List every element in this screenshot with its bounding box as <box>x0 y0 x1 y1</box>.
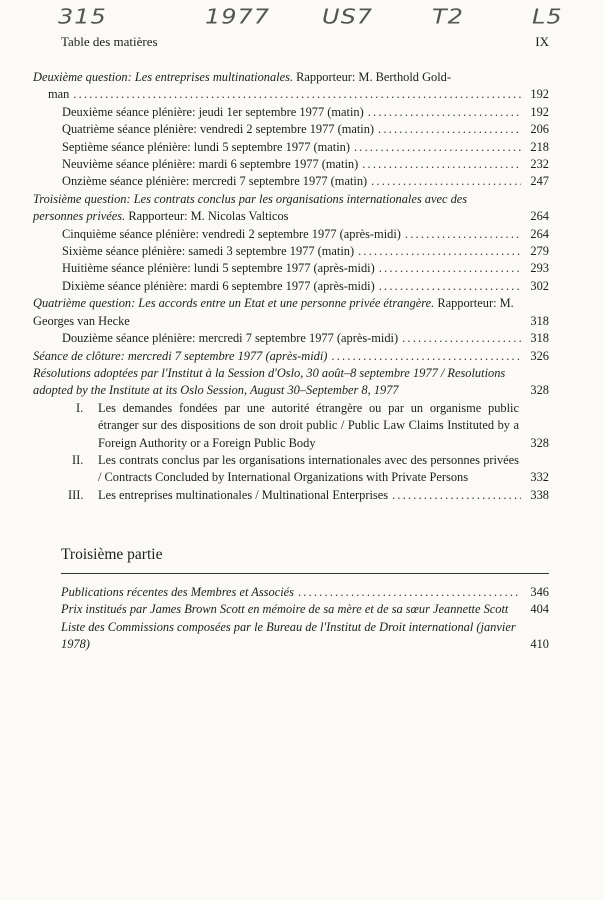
toc-page-number: 410 <box>530 637 549 652</box>
toc-entry-heading: Séance de clôture: mercredi 7 septembre 1977 (après-midi) <box>33 348 328 363</box>
toc-page-number: 332 <box>530 470 549 485</box>
toc-entry-question-4 <box>33 295 549 330</box>
roman-numeral: I. <box>76 400 84 415</box>
toc-entry-continuation: man <box>48 87 70 102</box>
toc-entry-text: Onzième séance plénière: mercredi 7 septembre 1977 (matin) <box>62 174 368 189</box>
toc-entry-rapporteur: Rapporteur: M. Berthold Gold- <box>293 70 452 84</box>
toc-entry-question-3 <box>33 191 549 226</box>
toc-entry-text: Les contrats conclus par les organisations internationales avec des personnes privées / Contracts Concluded by International Organizations with Private Persons <box>98 452 519 485</box>
handwritten-mark: US7 <box>322 4 374 29</box>
toc-entry-text: Les entreprises multinationales / Multinational Enterprises <box>98 487 389 502</box>
toc-page-number: 293 <box>530 261 549 276</box>
handwritten-mark: 315 <box>58 4 107 29</box>
toc-entry-text: Neuvième séance plénière: mardi 6 septembre 1977 (matin) <box>62 157 359 172</box>
toc-entry-heading: Deuxième question: Les entreprises multinationales. <box>33 70 294 84</box>
toc-page-number: 279 <box>530 244 549 259</box>
toc-entry <box>33 156 549 173</box>
toc-entry-text: Huitième séance plénière: lundi 5 septembre 1977 (après-midi) <box>62 261 375 276</box>
running-head <box>61 34 549 52</box>
toc-page-number: 318 <box>530 331 549 346</box>
handwritten-annotations <box>0 3 604 37</box>
toc-entry <box>33 121 549 138</box>
toc-entry-text: Septième séance plénière: lundi 5 septembre 1977 (matin) <box>62 139 350 154</box>
toc-entry-heading: Résolutions adoptées par l'Institut à la Session d'Oslo, 30 août–8 septembre 1977 / Resolutions adopted by the Institute at its Oslo Session, August 30–September 8, 1977 <box>33 365 506 398</box>
toc-page-number: 338 <box>530 487 549 502</box>
roman-numeral: III. <box>68 487 84 502</box>
toc-page-number: 318 <box>530 313 549 328</box>
toc-entry-text: Deuxième séance plénière: jeudi 1er septembre 1977 (matin) <box>62 104 364 119</box>
toc-page-number: 328 <box>530 435 549 450</box>
toc-page-number: 328 <box>530 383 549 398</box>
toc-entry <box>61 601 549 618</box>
toc-entry-text: Cinquième séance plénière: vendredi 2 septembre 1977 (après-midi) <box>62 226 401 241</box>
toc-entry-text: Douzième séance plénière: mercredi 7 septembre 1977 (après-midi) <box>62 331 399 346</box>
toc-resolution-entry <box>33 400 549 452</box>
toc-page-number: 247 <box>530 174 549 189</box>
toc-entry-text: Liste des Commissions composées par le Bureau de l'Institut de Droit international (janvier 1978) <box>61 619 516 652</box>
toc-entry-heading: Troisième question: Les contrats conclus par les organisations internationales avec des personnes privées. <box>33 191 468 224</box>
handwritten-mark: 1977 <box>205 4 271 29</box>
toc-entry <box>33 278 549 295</box>
toc-resolution-entry <box>33 452 549 487</box>
toc-entry-text: Quatrième séance plénière: vendredi 2 septembre 1977 (matin) <box>62 122 375 137</box>
toc-entry-text: Les demandes fondées par une autorité étrangère ou par un organisme public étranger sur des dispositions de son droit public / Public Law Claims Instituted by a Foreign Authority or a Foreign Public Body <box>98 400 519 450</box>
toc-entry-text: Sixième séance plénière: samedi 3 septembre 1977 (matin) <box>62 244 355 259</box>
toc-entry-rapporteur: Rapporteur: M. Nicolas Valticos <box>125 209 289 224</box>
toc-entry <box>33 260 549 277</box>
section-heading: Troisième partie <box>61 546 163 563</box>
toc-resolution-entry <box>33 487 549 504</box>
handwritten-mark: T2 <box>432 4 464 29</box>
toc-page-number: 326 <box>530 348 549 363</box>
toc-entry <box>33 173 549 190</box>
toc-entry-closing-session <box>33 348 549 365</box>
section-divider <box>61 573 549 574</box>
toc-entry <box>33 226 549 243</box>
toc-entry-text: Dixième séance plénière: mardi 6 septembre 1977 (après-midi) <box>62 278 375 293</box>
toc-entry <box>33 330 549 347</box>
toc-page-number: 346 <box>530 585 549 599</box>
toc-page-number: 206 <box>530 122 549 137</box>
table-of-contents-part-3 <box>61 584 549 654</box>
toc-entry-rapporteur: Rapporteur: M. Georges van Hecke <box>33 296 514 328</box>
toc-entry <box>61 619 549 654</box>
toc-page-number: 404 <box>530 602 549 617</box>
toc-page-number: 264 <box>530 226 549 241</box>
running-head-page-number: IX <box>535 34 549 49</box>
roman-numeral: II. <box>72 452 84 467</box>
toc-entry-text: Prix institués par James Brown Scott en mémoire de sa mère et de sa sœur Jeannette Scott <box>61 602 509 617</box>
handwritten-mark: L5 <box>532 4 563 29</box>
toc-entry-text: Publications récentes des Membres et Associés <box>61 585 294 599</box>
toc-page-number: 264 <box>530 209 549 224</box>
toc-entry <box>33 139 549 156</box>
toc-page-number: 218 <box>530 139 549 154</box>
table-of-contents <box>33 69 549 504</box>
toc-entry <box>33 104 549 121</box>
toc-entry-resolutions <box>33 365 549 400</box>
toc-entry <box>33 243 549 260</box>
toc-page-number: 192 <box>530 87 549 102</box>
toc-entry <box>61 584 549 601</box>
toc-page-number: 232 <box>530 157 549 172</box>
toc-page-number: 192 <box>530 104 549 119</box>
toc-entry-question-2 <box>33 69 549 104</box>
running-head-title: Table des matières <box>61 34 158 49</box>
toc-page-number: 302 <box>530 278 549 293</box>
toc-entry-heading: Quatrième question: Les accords entre un Etat et une personne privée étrangère. <box>33 296 435 311</box>
